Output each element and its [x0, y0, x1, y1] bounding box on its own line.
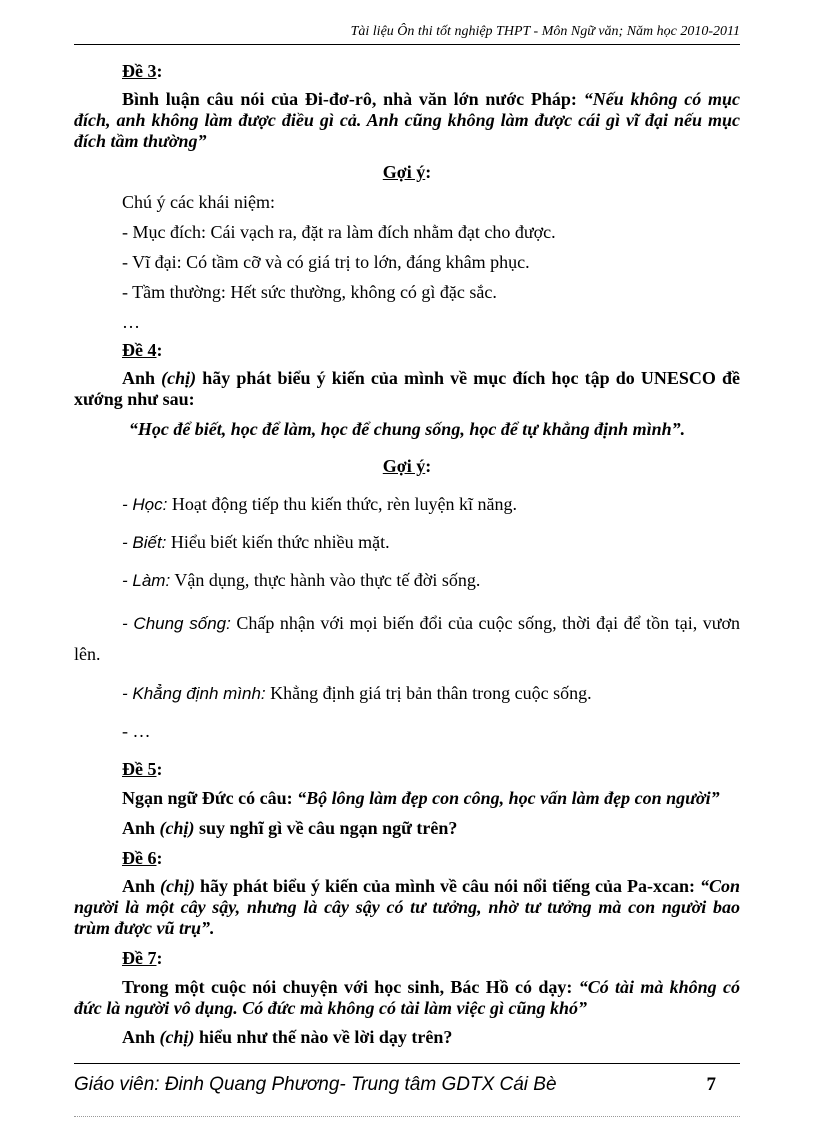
de7-prompt: Trong một cuộc nói chuyện với học sinh, Bác Hồ có dạy: “Có tài mà không có đức là người vô dụng. Có đức mà không có tài làm việc gì cũng khó”	[74, 977, 740, 1018]
document-body	[74, 56, 740, 1048]
de4-item: - Biết: Hiểu biết kiến thức nhiều mặt.	[122, 532, 390, 552]
de4-heading-line: Đề 4:	[122, 340, 163, 360]
de4-quote: “Học để biết, học để làm, học để chung sống, học để tự khẳng định mình”.	[128, 419, 686, 439]
de7-heading-line: Đề 7:	[122, 948, 163, 968]
de3-quote: “Nếu không có mục đích, anh không làm được điều gì cả. Anh cũng không làm được cái gì vĩ đại nếu mục đích tầm thường”	[74, 89, 741, 151]
de4-prompt: Anh (chị) hãy phát biểu ý kiến của mình về mục đích học tập do UNESCO đề xướng như sau:	[74, 368, 740, 409]
de6-quote: “Con người là một cây sậy, nhưng là cây sậy có tư tưởng, nhờ tư tưởng mà con người bao trùm được vũ trụ”.	[74, 876, 740, 938]
de3-prompt: Bình luận câu nói của Đi-đơ-rô, nhà văn lớn nước Pháp: “Nếu không có mục đích, anh không làm được điều gì cả. Anh cũng không làm được cái gì vĩ đại nếu mục đích tầm thường”	[74, 89, 741, 151]
footer-author: Giáo viên: Đinh Quang Phương- Trung tâm GDTX Cái Bè	[74, 1074, 557, 1095]
de5-title: Đề 5	[122, 759, 157, 779]
de6-heading-line: Đề 6:	[122, 848, 163, 868]
de6-title: Đề 6	[122, 848, 157, 868]
de4-item: - Chung sống: Chấp nhận với mọi biến đổi của cuộc sống, thời đại để tồn tại, vươn lên.	[74, 613, 740, 664]
de3-hint-heading: Gợi ý:	[382, 162, 432, 182]
page-footer	[74, 1063, 740, 1120]
de3-line: - Tầm thường: Hết sức thường, không có gì đặc sắc.	[122, 282, 497, 302]
de6-prompt: Anh (chị) hãy phát biểu ý kiến của mình về câu nói nổi tiếng của Pa-xcan: “Con người là một cây sậy, nhưng là cây sậy có tư tưởng, nhờ tư tưởng mà con người bao trùm được vũ trụ”.	[74, 876, 740, 938]
de5-quote: “Bộ lông làm đẹp con công, học vấn làm đẹp con người”	[297, 788, 720, 808]
de5-question: Anh (chị) suy nghĩ gì về câu ngạn ngữ trên?	[122, 818, 458, 838]
de4-item: - Học: Hoạt động tiếp thu kiến thức, rèn luyện kĩ năng.	[122, 494, 518, 514]
de4-item: - Khẳng định mình: Khẳng định giá trị bản thân trong cuộc sống.	[122, 683, 592, 703]
de7-question: Anh (chị) hiểu như thế nào về lời dạy trên?	[122, 1027, 453, 1047]
de3-heading-line: Đề 3:	[122, 61, 163, 81]
de3-title: Đề 3	[122, 61, 157, 81]
de7-quote: “Có tài mà không có đức là người vô dụng. Có đức mà không có tài làm việc gì cũng khó”	[74, 977, 740, 1018]
de5-prompt: Ngạn ngữ Đức có câu: “Bộ lông làm đẹp con công, học vấn làm đẹp con người”	[122, 788, 720, 808]
de3-line: - Mục đích: Cái vạch ra, đặt ra làm đích nhằm đạt cho được.	[122, 222, 556, 242]
de4-hint-heading: Gợi ý:	[382, 456, 432, 476]
de4-title: Đề 4	[122, 340, 157, 360]
de3-line: Chú ý các khái niệm:	[122, 192, 275, 212]
de3-line: - Vĩ đại: Có tầm cỡ và có giá trị to lớn, đáng khâm phục.	[122, 252, 530, 272]
page-header	[74, 22, 740, 45]
footer-divider	[74, 1116, 740, 1117]
de3-line: …	[122, 312, 140, 332]
header-text: Tài liệu Ôn thi tốt nghiệp THPT - Môn Ngữ văn; Năm học 2010-2011	[350, 24, 740, 39]
de5-heading-line: Đề 5:	[122, 759, 163, 779]
de7-title: Đề 7	[122, 948, 157, 968]
de4-ellipsis: - …	[122, 721, 151, 741]
de4-item: - Làm: Vận dụng, thực hành vào thực tế đời sống.	[122, 570, 481, 590]
page-number: 7	[706, 1074, 716, 1095]
